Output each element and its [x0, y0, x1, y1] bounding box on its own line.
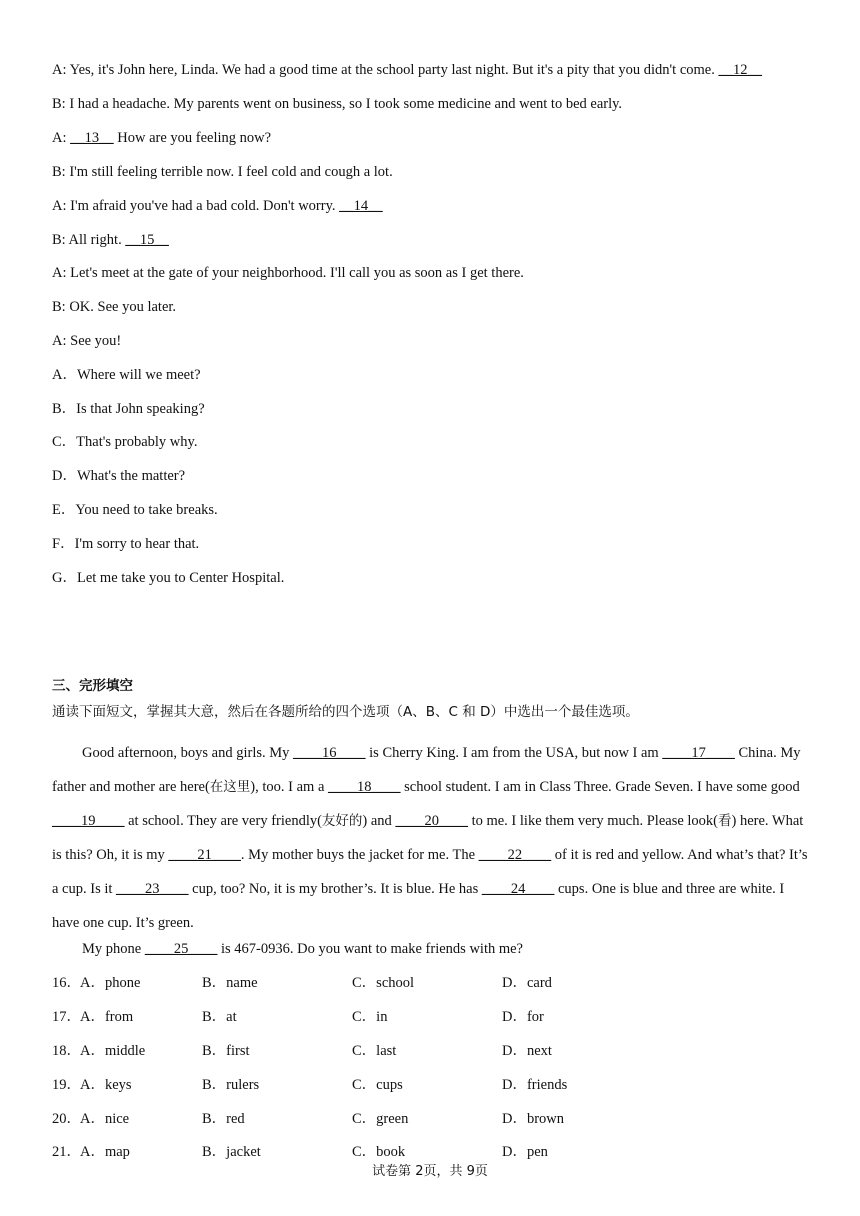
- option-a: A．phone: [80, 975, 141, 991]
- option-d: D．friends: [502, 1077, 568, 1093]
- question-row: [52, 1075, 812, 1095]
- choice-option: A．Where will we meet?: [52, 367, 201, 383]
- option-b: B．name: [202, 975, 258, 991]
- dialogue-text: B: I'm still feeling terrible now. I feel cold and cough a lot.: [52, 164, 393, 180]
- section-title: 三、完形填空: [52, 678, 133, 694]
- passage-text: ) and: [362, 813, 396, 829]
- passage-text: school student. I am in Class Three. Grade Seven. I have some good: [400, 779, 800, 795]
- choice-option: F．I'm sorry to hear that.: [52, 536, 200, 552]
- option-a: A．keys: [80, 1077, 132, 1093]
- passage-text: My phone: [82, 941, 145, 957]
- cloze-blank: ____21____: [168, 847, 241, 863]
- dialogue-line: [52, 331, 121, 351]
- passage-text: at school. They are very friendly(: [124, 813, 322, 829]
- question-row: [52, 1109, 812, 1129]
- choice-option: E．You need to take breaks.: [52, 502, 218, 518]
- cloze-blank: ____18____: [328, 779, 401, 795]
- option-c: C．in: [352, 1009, 388, 1025]
- option-b: B．rulers: [202, 1077, 260, 1093]
- option-d: D．pen: [502, 1144, 548, 1160]
- option-b: B．first: [202, 1043, 250, 1059]
- dialogue-text: A: I'm afraid you've had a bad cold. Don't worry.: [52, 198, 340, 214]
- question-row: [52, 973, 812, 993]
- question-row: [52, 1041, 812, 1061]
- page-footer: 试卷第 2页，共 9页: [372, 1164, 488, 1179]
- option-d: D．next: [502, 1043, 552, 1059]
- option-a: A．middle: [80, 1043, 146, 1059]
- passage-gloss: 在这里: [209, 779, 251, 795]
- passage-gloss: 友好的: [321, 813, 363, 829]
- dialogue-line: [52, 297, 176, 317]
- cloze-blank: ____20____: [395, 813, 468, 829]
- passage-gloss: 看: [718, 813, 732, 829]
- option-a: A．map: [80, 1144, 130, 1160]
- section-instruction: 通读下面短文，掌握其大意，然后在各题所给的四个选项（A、B、C 和 D）中选出一个最佳选项。: [52, 704, 639, 720]
- question-number: 17．: [52, 1009, 81, 1025]
- dialogue-text: A: Let's meet at the gate of your neighborhood. I'll call you as soon as I get there.: [52, 265, 524, 281]
- cloze-blank: ____19____: [52, 813, 125, 829]
- dialogue-line: [52, 128, 271, 148]
- cloze-blank: ____24____: [481, 881, 555, 897]
- option-d: D．for: [502, 1009, 544, 1025]
- question-number: 18．: [52, 1043, 81, 1059]
- passage-text: ) here. What is this? Oh, it is my: [52, 813, 804, 863]
- dialogue-line: [52, 60, 762, 80]
- question-number: 20．: [52, 1111, 81, 1127]
- cloze-blank: ____16____: [293, 745, 366, 761]
- dialogue-line: [52, 263, 524, 283]
- cloze-passage-end: [82, 939, 523, 959]
- dialogue-line: [52, 196, 383, 216]
- option-a: A．nice: [80, 1111, 130, 1127]
- passage-text: Good afternoon, boys and girls. My: [82, 745, 294, 761]
- cloze-blank: ____25____: [144, 941, 218, 957]
- cloze-blank: ____23____: [116, 881, 189, 897]
- dialogue-line: [52, 94, 622, 114]
- passage-text: to me. I like them very much. Please look(: [467, 813, 718, 829]
- option-c: C．school: [352, 975, 415, 991]
- passage-text: is 467-0936. Do you want to make friends with me?: [217, 941, 523, 957]
- passage-text: China. My father and mother are here(: [52, 745, 801, 795]
- cloze-blank: ____22____: [478, 847, 552, 863]
- option-b: B．red: [202, 1111, 245, 1127]
- dialogue-text: A: See you!: [52, 333, 122, 349]
- question-number: 19．: [52, 1077, 81, 1093]
- question-number: 21．: [52, 1144, 81, 1160]
- dialogue-text: How are you feeling now?: [113, 130, 272, 146]
- option-a: A．from: [80, 1009, 134, 1025]
- cloze-passage: [52, 736, 812, 940]
- option-d: D．card: [502, 975, 552, 991]
- passage-text: is Cherry King. I am from the USA, but now I am: [365, 745, 663, 761]
- choice-option: C．That's probably why.: [52, 434, 198, 450]
- question-row: [52, 1142, 812, 1162]
- dialogue-text: B: I had a headache. My parents went on business, so I took some medicine and went to bed early.: [52, 96, 623, 112]
- option-b: B．jacket: [202, 1144, 261, 1160]
- dialogue-text: B: OK. See you later.: [52, 299, 177, 315]
- question-number: 16．: [52, 975, 81, 991]
- choice-option: D．What's the matter?: [52, 468, 186, 484]
- dialogue-text: A: Yes, it's John here, Linda. We had a good time at the school party last night. But it's a pity that you didn't come.: [52, 62, 719, 78]
- option-c: C．book: [352, 1144, 406, 1160]
- question-row: [52, 1007, 812, 1027]
- passage-text: cup, too? No, it is my brother’s. It is blue. He has: [188, 881, 482, 897]
- choice-option: G．Let me take you to Center Hospital.: [52, 570, 285, 586]
- answer-blank: __13__: [70, 130, 114, 146]
- option-b: B．at: [202, 1009, 237, 1025]
- dialogue-text: A:: [52, 130, 71, 146]
- passage-text: cups. One is blue and three are white. I have one cup. It’s green.: [52, 881, 785, 931]
- passage-text: . My mother buys the jacket for me. The: [240, 847, 479, 863]
- dialogue-text: B: All right.: [52, 232, 126, 248]
- dialogue-line: [52, 162, 393, 182]
- option-d: D．brown: [502, 1111, 565, 1127]
- passage-text: ), too. I am a: [250, 779, 329, 795]
- cloze-blank: ____17____: [662, 745, 735, 761]
- answer-blank: __14__: [339, 198, 383, 214]
- dialogue-line: [52, 230, 169, 250]
- answer-blank: __12__: [718, 62, 762, 78]
- option-c: C．cups: [352, 1077, 403, 1093]
- option-c: C．last: [352, 1043, 397, 1059]
- passage-text: of it is red and yellow. And what’s that? It’s a cup. Is it: [52, 847, 808, 897]
- choice-option: B．Is that John speaking?: [52, 401, 205, 417]
- answer-blank: __15__: [125, 232, 169, 248]
- option-c: C．green: [352, 1111, 409, 1127]
